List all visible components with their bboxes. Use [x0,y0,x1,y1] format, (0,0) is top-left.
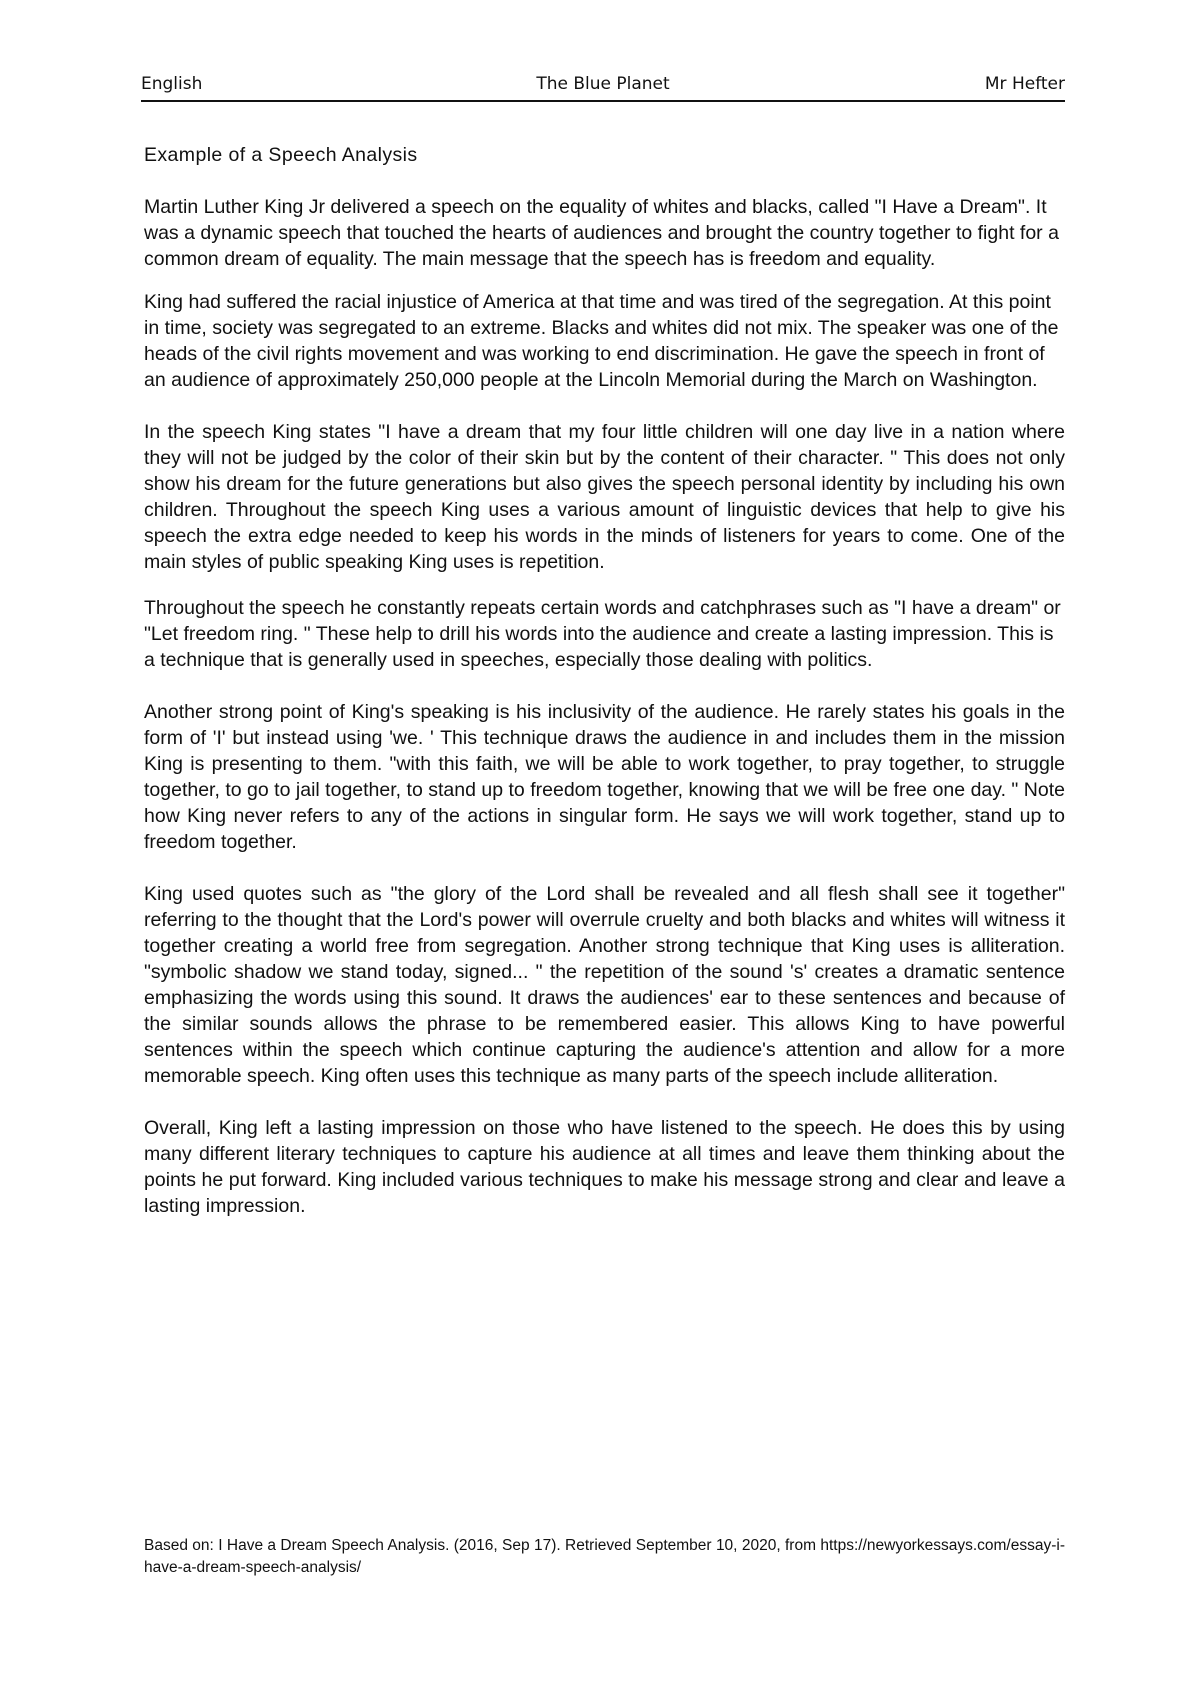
header-title: The Blue Planet [536,74,670,94]
document-title: Example of a Speech Analysis [144,144,418,166]
header-teacher: Mr Hefter [984,74,1065,94]
paragraph-introduction: Martin Luther King Jr delivered a speech on the equality of whites and blacks, called "I Have a Dream". It was a dynamic speech that touched the hearts of audiences and brought the country together to fight for a common dream of equality. The main message that the speech has is freedom and equality. [144,196,1059,270]
document-body [144,142,1065,1219]
paragraph-inclusivity: Another strong point of King's speaking is his inclusivity of the audience. He rarely states his goals in the form of 'I' but instead using 'we. ' This technique draws the audience in and includes them in the mission King is presenting to them. "with this faith, we will be able to work together, to pray together, to struggle together, to go to jail together, to stand up to freedom together, knowing that we will be free one day. " Note how King never refers to any of the actions in singular form. He says we will work together, stand up to freedom together. [144,701,1065,853]
paragraph-context: King had suffered the racial injustice of America at that time and was tired of the segregation. At this point in time, society was segregated to an extreme. Blacks and whites did not mix. The speaker was one of the heads of the civil rights movement and was working to end discrimination. He gave the speech in front of an audience of approximately 250,000 people at the Lincoln Memorial during the March on Washington. [144,291,1059,391]
source-citation: Based on: I Have a Dream Speech Analysis. (2016, Sep 17). Retrieved September 10, 2020, from https://newyorkessays.com/essay-i-have-a-dream-speech-analysis/ [144,1537,1065,1576]
paragraph-alliteration: King used quotes such as "the glory of the Lord shall be revealed and all flesh shall see it together" referring to the thought that the Lord's power will overrule cruelty and both blacks and whites will witness it together creating a world free from segregation. Another strong technique that King uses is alliteration. "symbolic shadow we stand today, signed... " the repetition of the sound 's' creates a dramatic sentence emphasizing the words using this sound. It draws the audiences' ear to these sentences and because of the similar sounds allows the phrase to be remembered easier. This allows King to have powerful sentences within the speech which continue capturing the audience's attention and allow for a more memorable speech. King often uses this technique as many parts of the speech include alliteration. [144,883,1065,1087]
header-divider [141,100,1065,102]
paragraph-repetition: Throughout the speech he constantly repeats certain words and catchphrases such as "I have a dream" or "Let freedom ring. " These help to drill his words into the audience and create a lasting impression. This is a technique that is generally used in speeches, especially those dealing with politics. [144,597,1061,671]
paragraph-quote-analysis: In the speech King states "I have a dream that my four little children will one day live in a nation where they will not be judged by the color of their skin but by the content of their character. " This does not only show his dream for the future generations but also gives the speech personal identity by including his own children. Throughout the speech King uses a various amount of linguistic devices that help to give his speech the extra edge needed to keep his words in the minds of listeners for years to come. One of the main styles of public speaking King uses is repetition. [144,421,1065,573]
header-subject: English [141,74,203,94]
paragraph-conclusion: Overall, King left a lasting impression on those who have listened to the speech. He does this by using many different literary techniques to capture his audience at all times and leave them thinking about the points he put forward. King included various techniques to make his message strong and clear and leave a lasting impression. [144,1117,1065,1217]
page-header [141,74,1065,102]
